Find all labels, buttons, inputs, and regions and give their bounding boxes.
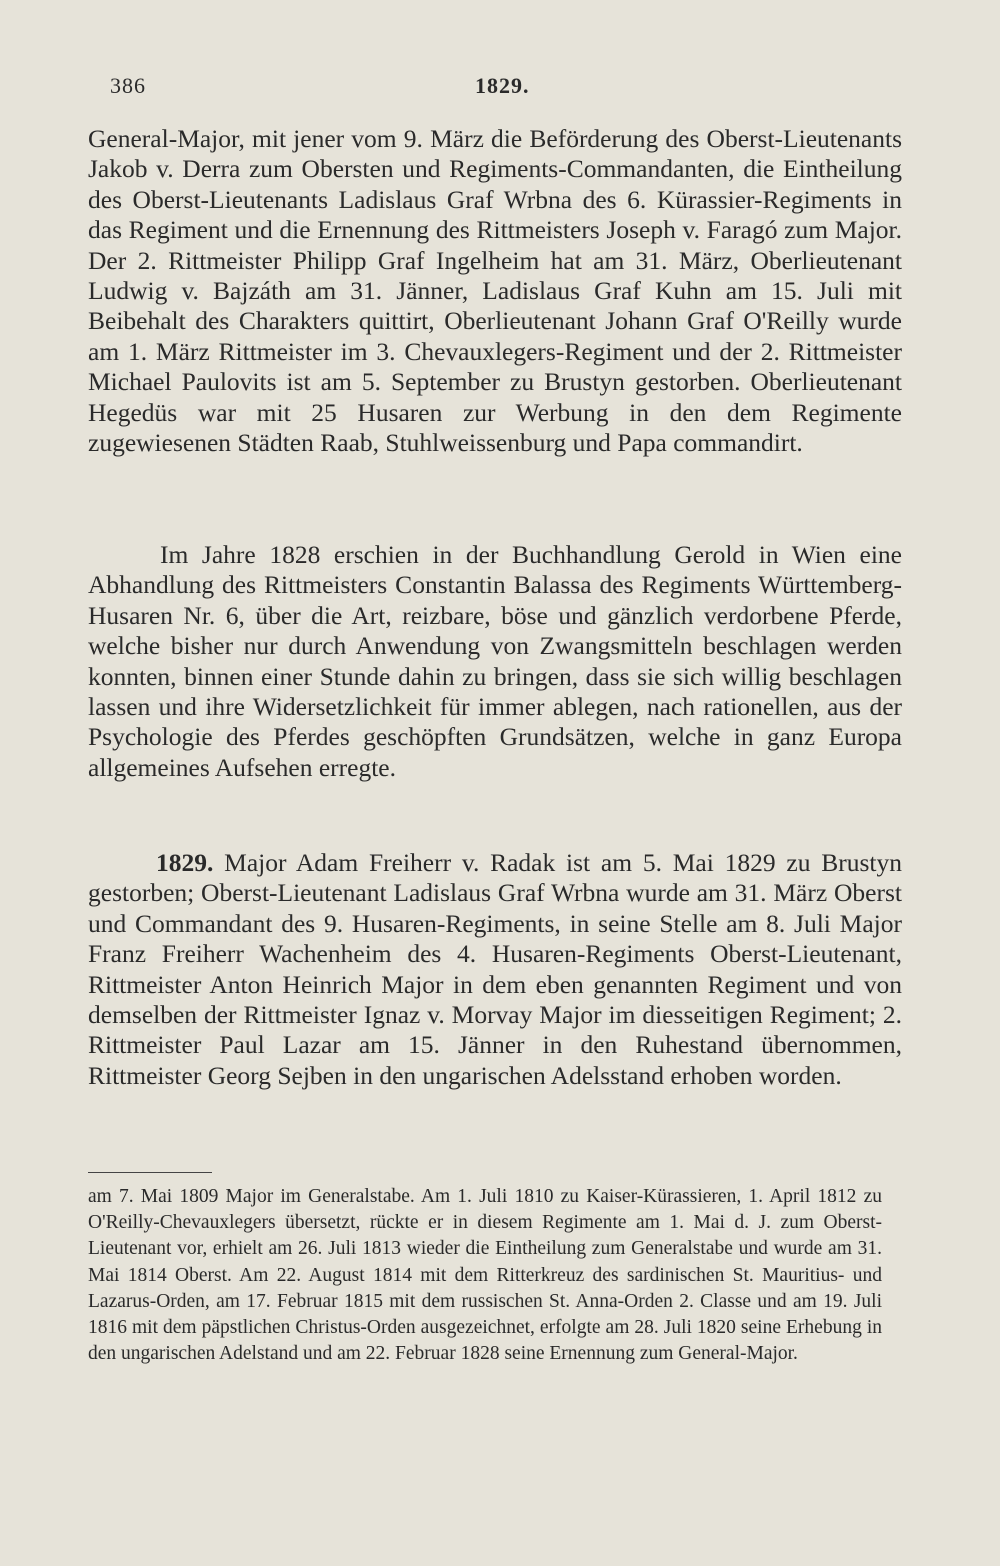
paragraph-balassa-treatise: Im Jahre 1828 erschien in der Buchhandlung Gerold in Wien eine Abhandlung des Rittmeisters Constantin Balassa des Regiments Württemberg-Husaren Nr. 6, über die Art, reizbare, böse und gänzlich verdorbene Pferde, welche bisher nur durch Anwendung von Zwangsmitteln beschlagen werden konnten, binnen einer Stunde dahin zu bringen, dass sie sich willig beschlagen lassen und ihre Widersetzlichkeit für immer ablegen, nach rationellen, aus der Psychologie des Pferdes geschöpften Grundsätzen, welche in ganz Europa allgemeines Aufsehen erregte. (88, 540, 902, 782)
year-lead: 1829. (156, 848, 214, 877)
paragraph-year-1829 (88, 848, 902, 1091)
page-number: 386 (110, 73, 146, 98)
year-1829-text: Major Adam Freiherr v. Radak ist am 5. Mai 1829 zu Brustyn gestorben; Oberst-Lieutenant Ladislaus Graf Wrbna wurde am 31. März Oberst und Commandant des 9. Husaren-Regiments, in seine Stelle am 8. Juli Major Franz Freiherr Wachenheim des 4. Husaren-Regiments Oberst-Lieutenant, Rittmeister Anton Heinrich Major in dem eben genannten Regiment und von demselben der Rittmeister Ignaz v. Morvay Major im diesseitigen Regiment; 2. Rittmeister Paul Lazar am 15. Jänner in den Ruhestand übernommen, Rittmeister Georg Sejben in den ungarischen Adelsstand erhoben worden. (88, 848, 902, 1090)
footnote-divider (88, 1172, 212, 1173)
footnote: am 7. Mai 1809 Major im Generalstabe. Am 1. Juli 1810 zu Kaiser-Kürassieren, 1. April 1812 zu O'Reilly-Chevauxlegers übersetzt, rückte er in diesem Regimente am 1. Mai d. J. zum Oberst-Lieutenant vor, erhielt am 26. Juli 1813 wieder die Eintheilung zum Generalstabe und wurde am 31. Mai 1814 Oberst. Am 22. August 1814 mit dem Ritterkreuz des sardinischen St. Mauritius- und Lazarus-Orden, am 17. Februar 1815 mit dem russischen St. Anna-Orden 2. Classe und am 19. Juli 1816 mit dem päpstlichen Christus-Orden ausgezeichnet, erfolgte am 28. Juli 1820 seine Erhebung in den ungarischen Adelstand und am 22. Februar 1828 seine Ernennung zum General-Major. (88, 1186, 882, 1365)
paragraph-promotions: General-Major, mit jener vom 9. März die Beförderung des Oberst-Lieutenants Jakob v. Derra zum Obersten und Regiments-Commandanten, die Eintheilung des Oberst-Lieutenants Ladislaus Graf Wrbna des 6. Kürassier-Regiments in das Regiment und die Ernennung des Rittmeisters Joseph v. Faragó zum Major. Der 2. Rittmeister Philipp Graf Ingelheim hat am 31. März, Oberlieutenant Ludwig v. Bajzáth am 31. Jänner, Ladislaus Graf Kuhn am 15. Juli mit Beibehalt des Charakters quittirt, Oberlieutenant Johann Graf O'Reilly wurde am 1. März Rittmeister im 3. Chevauxlegers-Regiment und der 2. Rittmeister Michael Paulovits ist am 5. September zu Brustyn gestorben. Oberlieutenant Hegedüs war mit 25 Husaren zur Werbung in den dem Regimente zugewiesenen Städten Raab, Stuhlweissenburg und Papa commandirt. (88, 124, 902, 458)
running-head: 1829. (475, 73, 530, 98)
